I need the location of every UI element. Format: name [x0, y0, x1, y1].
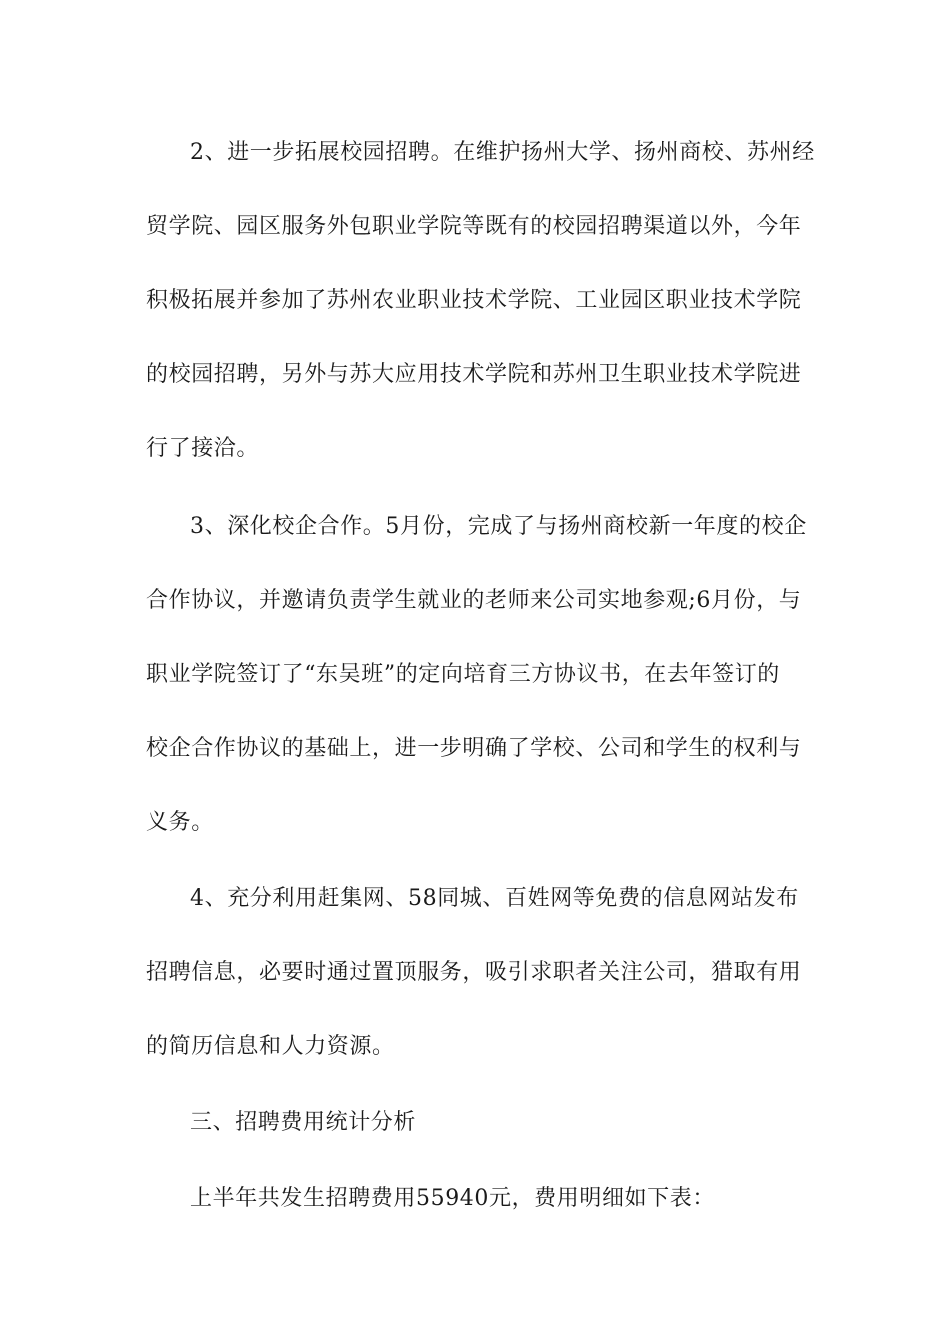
paragraph-2-line-3: 积极拓展并参加了苏州农业职业技术学院、工业园区职业技术学院 — [146, 288, 802, 313]
paragraph-3-line-5: 义务。 — [146, 810, 214, 835]
paragraph-3-line-3: 职业学院签订了“东吴班”的定向培育三方协议书，在去年签订的 — [146, 662, 780, 687]
paragraph-2-line-4: 的校园招聘，另外与苏大应用技术学院和苏州卫生职业技术学院进 — [146, 362, 802, 387]
paragraph-4-line-2: 招聘信息，必要时通过置顶服务，吸引求职者关注公司，猎取有用 — [146, 960, 802, 985]
paragraph-4-line-3: 的简历信息和人力资源。 — [146, 1034, 395, 1059]
paragraph-4-line-1: 4、充分利用赶集网、58同城、百姓网等免费的信息网站发布 — [190, 886, 799, 911]
paragraph-2-line-2: 贸学院、园区服务外包职业学院等既有的校园招聘渠道以外，今年 — [146, 214, 802, 239]
paragraph-2-line-5: 行了接洽。 — [146, 436, 260, 461]
section-heading: 三、招聘费用统计分析 — [190, 1110, 417, 1135]
paragraph-3-line-4: 校企合作协议的基础上，进一步明确了学校、公司和学生的权利与 — [146, 736, 802, 761]
paragraph-3-line-1: 3、深化校企合作。5月份，完成了与扬州商校新一年度的校企 — [190, 514, 807, 539]
paragraph-3-line-2: 合作协议，并邀请负责学生就业的老师来公司实地参观;6月份，与 — [146, 588, 802, 613]
expense-summary-line: 上半年共发生招聘费用55940元，费用明细如下表： — [190, 1186, 715, 1211]
paragraph-2-line-1: 2、进一步拓展校园招聘。在维护扬州大学、扬州商校、苏州经 — [190, 140, 815, 165]
